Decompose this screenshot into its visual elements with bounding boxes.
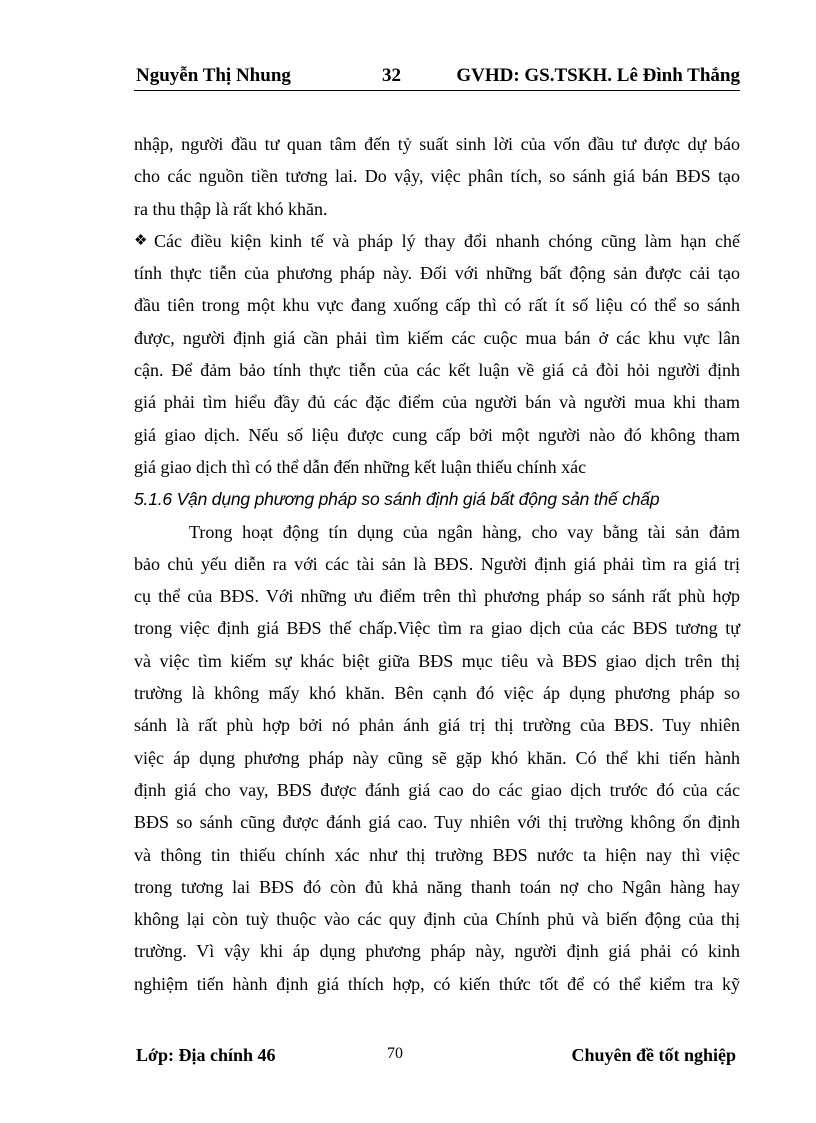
text-line: trong việc định giá BĐS thế chấp.Việc tìm ra giao dịch của các BĐS tương tự (134, 618, 740, 639)
section-title: 5.1.6 Vận dụng phương pháp so sánh định giá bất động sản thế chấp (134, 489, 660, 510)
text-line: ra thu thập là rất khó khăn. (134, 198, 328, 219)
footer-class-label: Lớp: Địa chính 46 (136, 1045, 276, 1065)
text-line: và việc tìm kiếm sự khác biệt giữa BĐS mục tiêu và BĐS giao dịch trên thị (134, 650, 740, 671)
text-line: được, người định giá cần phải tìm kiếm các cuộc mua bán ở các khu vực lân (134, 327, 740, 348)
text-line: giá phải tìm hiểu đầy đủ các đặc điểm của người bán và người mua khi tham (134, 392, 740, 413)
page-header (134, 62, 740, 91)
footer-doc-type: Chuyên đề tốt nghiệp (571, 1045, 736, 1065)
text-line: giá giao dịch. Nếu số liệu được cung cấp bởi một người nào đó không tham (134, 424, 740, 445)
text-line: cận. Để đảm bảo tính thực tiễn của các kết luận về giá cả đòi hỏi người định (134, 360, 740, 381)
text-line: trong tương lai BĐS đó còn đủ khả năng thanh toán nợ cho Ngân hàng hay (134, 876, 740, 897)
text-line: nhập, người đầu tư quan tâm đến tỷ suất sinh lời của vốn đầu tư được dự báo (134, 134, 740, 154)
text-line: định giá cho vay, BĐS được đánh giá cao do các giao dịch trước đó của các (134, 779, 740, 800)
header-author: Nguyễn Thị Nhung (136, 65, 291, 86)
header-advisor: GVHD: GS.TSKH. Lê Đình Thắng (456, 65, 740, 86)
text-line: tính thực tiễn của phương pháp này. Đối với những bất động sản được cải tạo (134, 263, 740, 284)
text-line: không lại còn tuỳ thuộc vào các quy định của Chính phủ và biến động của thị (134, 909, 740, 930)
text-line: cho các nguồn tiền tương lai. Do vậy, việc phân tích, so sánh giá bán BĐS tạo (134, 166, 740, 187)
diamond-bullet-icon: ❖ (134, 232, 148, 249)
text-line: đầu tiên trong một khu vực đang xuống cấp thì có rất ít số liệu có thể so sánh (134, 295, 740, 316)
text-line: và thông tin thiếu chính xác như thị trường BĐS nước ta hiện nay thì việc (134, 844, 740, 865)
text-line: bảo chủ yếu diễn ra với các tài sản là BĐS. Người định giá phải tìm ra giá trị (134, 553, 740, 574)
text-line: giá giao dịch thì có thể dẫn đến những kết luận thiếu chính xác (134, 456, 587, 477)
paragraph-1 (134, 128, 740, 225)
text-line: việc áp dụng phương pháp này cũng sẽ gặp khó khăn. Có thể khi tiến hành (134, 747, 740, 768)
text-line: cụ thể của BĐS. Với những ưu điểm trên thì phương pháp so sánh rất phù hợp (134, 586, 740, 607)
text-line: nghiệm tiến hành định giá thích hợp, có kiến thức tốt để có thể kiểm tra kỹ (134, 973, 740, 994)
text-line: sánh là rất phù hợp bởi nó phản ánh giá trị thị trường của BĐS. Tuy nhiên (134, 715, 740, 736)
bullet-line (134, 225, 740, 257)
text-line: Các điều kiện kinh tế và pháp lý thay đổi nhanh chóng cũng làm hạn chế (154, 230, 740, 251)
text-line: trường là không mấy khó khăn. Bên cạnh đó việc áp dụng phương pháp so (134, 683, 740, 704)
footer-page-number: 70 (387, 1045, 403, 1062)
text-line: trường. Vì vậy khi áp dụng phương pháp này, người định giá phải có kinh (134, 941, 740, 962)
paragraph-2 (134, 225, 740, 483)
text-line: BĐS so sánh cũng được đánh giá cao. Tuy nhiên với thị trường không ổn định (134, 812, 740, 833)
document-body (134, 128, 740, 1000)
header-page-number: 32 (382, 65, 401, 86)
paragraph-3 (134, 516, 740, 1000)
page-footer (134, 1045, 740, 1073)
text-line: Trong hoạt động tín dụng của ngân hàng, cho vay bằng tài sản đảm (189, 521, 740, 542)
